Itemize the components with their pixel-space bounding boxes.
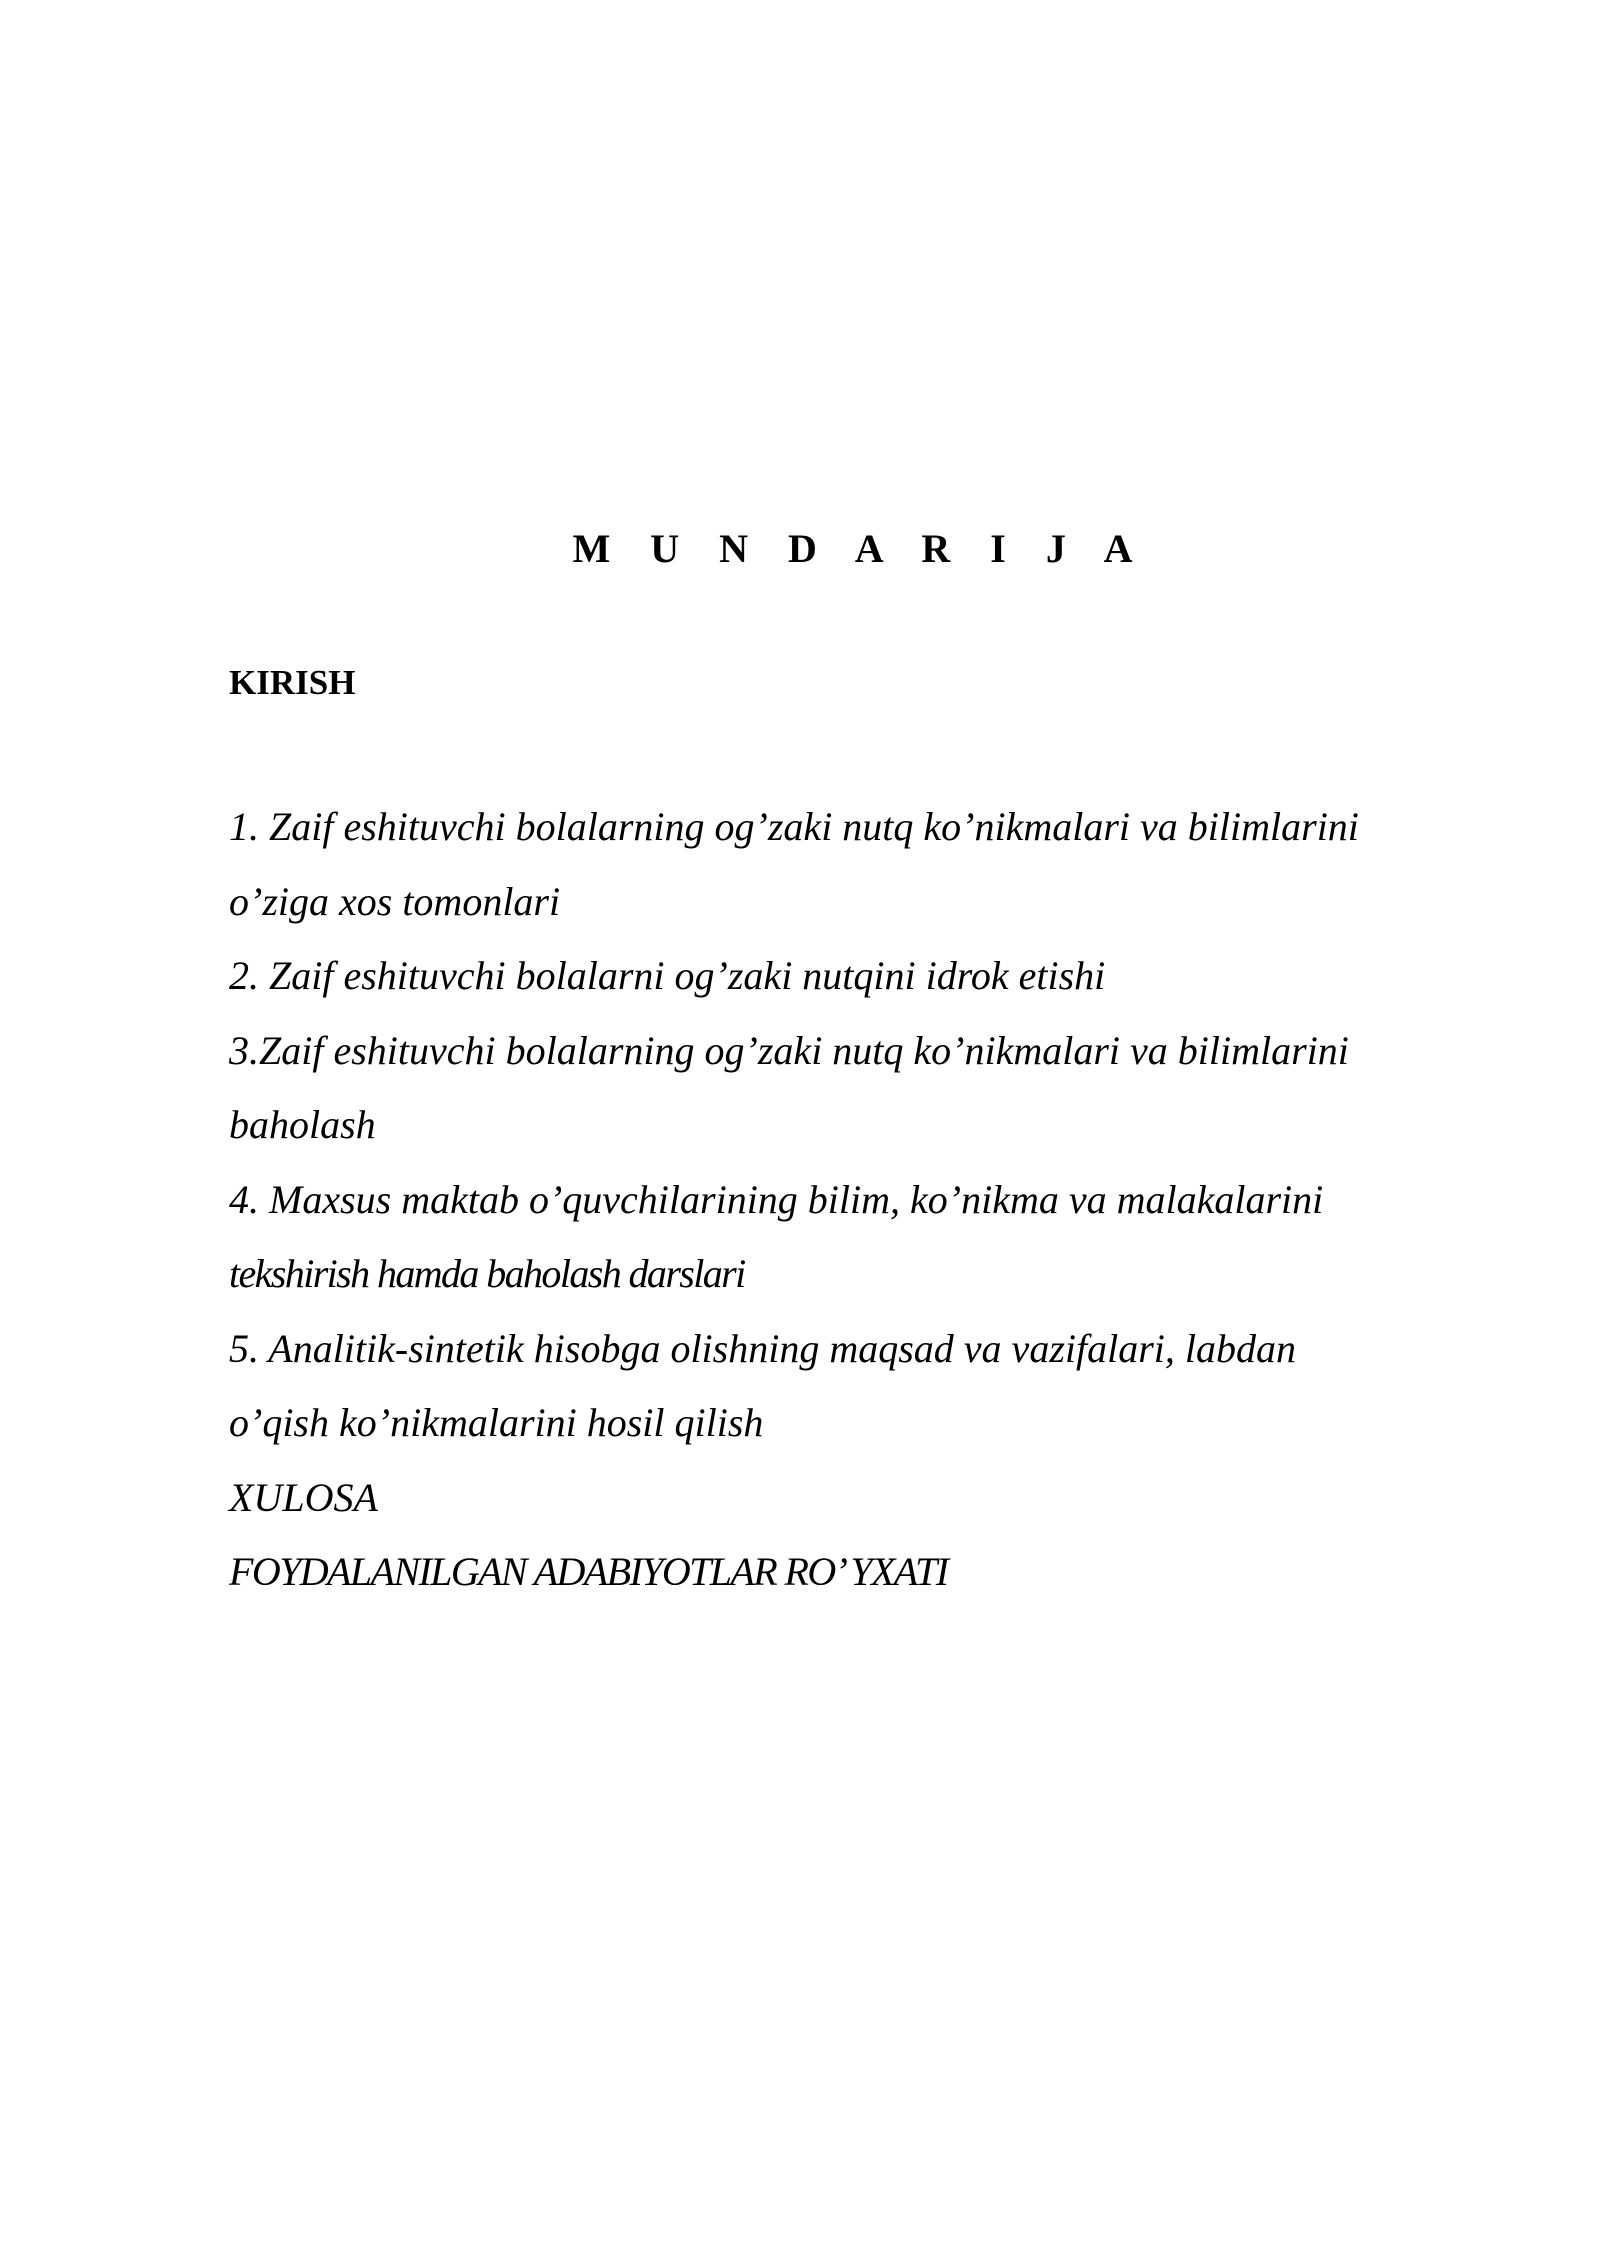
toc-line: tekshirish hamda baholash darslari <box>229 1251 745 1296</box>
table-of-contents <box>229 790 1469 1610</box>
toc-line: 1. Zaif eshituvchi bolalarning og’zaki nutq ko’nikmalari va bilimlarini <box>229 804 1359 849</box>
toc-line: 2. Zaif eshituvchi bolalarni og’zaki nutqini idrok etishi <box>229 953 1106 998</box>
toc-line: o’ziga xos tomonlari <box>229 878 561 924</box>
toc-line: baholash <box>229 1102 376 1147</box>
toc-intro-heading: KIRISH <box>229 663 356 702</box>
toc-line: 5. Analitik-sintetik hisobga olishning maqsad va vazifalari, labdan <box>229 1325 1297 1371</box>
toc-line: 3.Zaif eshituvchi bolalarning og’zaki nutq ko’nikmalari va bilimlarini <box>229 1027 1349 1073</box>
toc-line: o’qish ko’nikmalarini hosil qilish <box>229 1400 764 1445</box>
toc-references: FOYDALANILGAN ADABIYOTLAR RO’ YXATI <box>229 1549 948 1594</box>
toc-conclusion: XULOSA <box>229 1474 378 1520</box>
toc-line: 4. Maxsus maktab o’quvchilarining bilim, ko’nikma va malakalarini <box>229 1176 1324 1222</box>
page-title: M U N D A R I J A <box>572 526 1148 571</box>
